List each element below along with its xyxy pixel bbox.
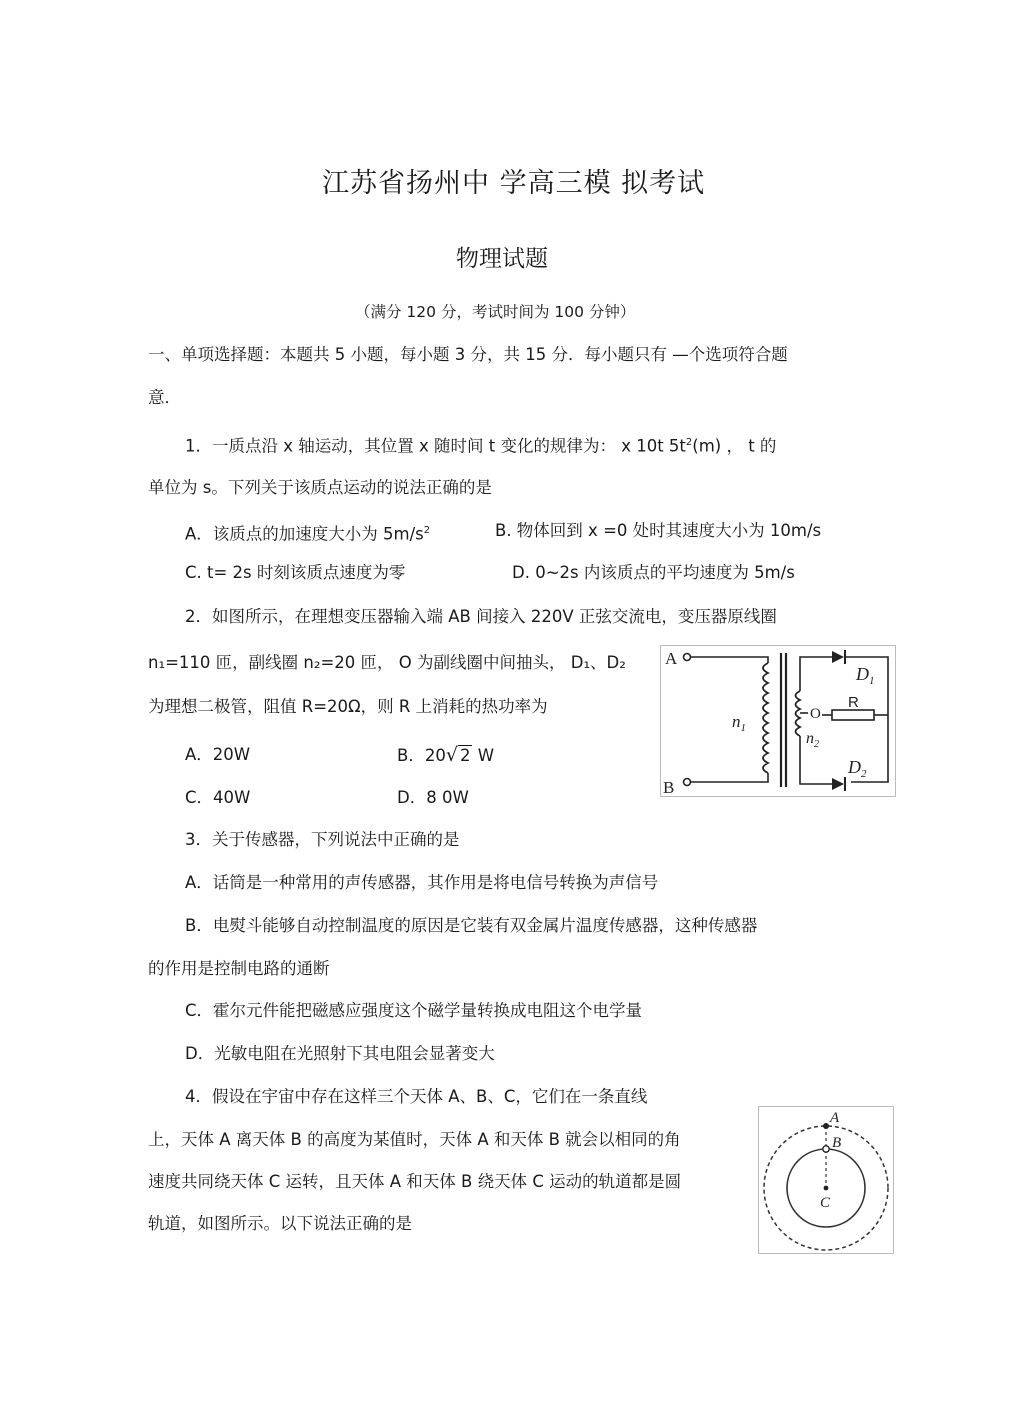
label-a: A (665, 649, 678, 668)
q1-option-b: B. 物体回到 x =0 处时其速度大小为 10m/s (495, 521, 822, 540)
q2-stem-cont2: 为理想二极管，阻值 R=20Ω，则 R 上消耗的热功率为 (148, 697, 548, 716)
q1-option-a-text: A．该质点的加速度大小为 5m/s (185, 524, 424, 544)
primary-coil (763, 663, 768, 773)
label-n1-main: n (732, 712, 741, 731)
exam-note: （满分 120 分，考试时间为 100 分钟） (355, 303, 636, 321)
orbit-diagram (758, 1106, 894, 1254)
label-body-c: C (820, 1195, 831, 1211)
q3-option-b: B．电熨斗能够自动控制温度的原因是它装有双金属片温度传感器，这种传感器 (185, 916, 758, 935)
q1-stem (185, 433, 776, 457)
label-d1-sub: 1 (869, 675, 875, 687)
body-a (823, 1123, 829, 1129)
terminal-a (684, 654, 691, 661)
q1-option-a (185, 521, 430, 545)
q1-stem-cont: 单位为 s。下列关于该质点运动的说法正确的是 (148, 478, 492, 497)
q1-option-c: C. t= 2s 时刻该质点速度为零 (185, 563, 406, 582)
q2-option-d: D．8 0W (397, 788, 469, 807)
q2-option-b-num: B．20 (397, 746, 446, 765)
q4-stem: 4．假设在宇宙中存在这样三个天体 A、B、C，它们在一条直线 (185, 1087, 648, 1106)
q2-option-b-unit: W (477, 746, 495, 765)
label-n2-sub: 2 (814, 739, 819, 750)
label-b: B (663, 778, 675, 797)
section-heading: 一、单项选择题：本题共 5 小题，每小题 3 分，共 15 分．每小题只有 —个选项符合题 (148, 345, 788, 364)
label-d2 (847, 757, 867, 780)
diode-d1 (832, 651, 844, 663)
q1-stem-b: (m) ， t 的 (692, 436, 777, 456)
label-r: R (848, 694, 859, 711)
label-d2-sub: 2 (861, 768, 867, 780)
q1-option-a-sup: 2 (423, 525, 431, 536)
label-n2 (806, 730, 819, 750)
q4-stem-cont2: 速度共同绕天体 C 运转，且天体 A 和天体 B 绕天体 C 运动的轨道都是圆 (148, 1172, 682, 1191)
label-body-a: A (830, 1110, 840, 1126)
page-title: 江苏省扬州中 学高三模 拟考试 (322, 168, 706, 199)
body-c (824, 1186, 829, 1191)
q1-stem-a: 1．一质点沿 x 轴运动，其位置 x 随时间 t 变化的规律为： x 10t 5t (185, 436, 686, 456)
q3-option-d: D．光敏电阻在光照射下其电阻会显著变大 (185, 1044, 495, 1063)
sqrt-icon: √ (445, 744, 458, 766)
secondary-coil (796, 691, 801, 736)
q1-stem-sup: 2 (685, 437, 693, 448)
label-body-b: B (832, 1135, 842, 1151)
q3-option-a: A．话筒是一种常用的声传感器，其作用是将电信号转换为声信号 (185, 873, 659, 892)
body-b (823, 1146, 829, 1152)
q4-stem-cont3: 轨道，如图所示。以下说法正确的是 (148, 1214, 412, 1233)
terminal-b (684, 779, 691, 786)
q3-stem: 3．关于传感器，下列说法中正确的是 (185, 830, 460, 849)
label-d1-main: D (856, 664, 869, 684)
diode-d2 (832, 778, 844, 790)
q3-option-c: C．霍尔元件能把磁感应强度这个磁学量转换成电阻这个电学量 (185, 1001, 643, 1020)
q2-stem: 2．如图所示，在理想变压器输入端 AB 间接入 220V 正弦交流电，变压器原线圈 (185, 607, 777, 626)
label-d1 (855, 664, 875, 687)
q1-option-d: D. 0~2s 内该质点的平均速度为 5m/s (512, 563, 795, 582)
label-o: O (810, 706, 821, 722)
page-subtitle: 物理试题 (456, 246, 548, 272)
q2-option-b (397, 745, 494, 766)
section-heading-cont: 意． (148, 388, 181, 407)
label-n1 (732, 712, 746, 734)
label-n2-main: n (806, 730, 814, 747)
q2-option-a: A．20W (185, 745, 251, 764)
q2-option-c: C．40W (185, 788, 251, 807)
q2-stem-cont1: n₁=110 匝，副线圈 n₂=20 匝， O 为副线圈中间抽头， D₁、D₂ (148, 653, 626, 672)
q4-stem-cont1: 上，天体 A 离天体 B 的高度为某值时，天体 A 和天体 B 就会以相同的角 (148, 1130, 681, 1149)
resistor-r (832, 710, 874, 720)
q2-option-b-radicand: 2 (459, 746, 471, 765)
label-d2-main: D (848, 757, 861, 777)
q3-option-b-cont: 的作用是控制电路的通断 (148, 959, 330, 978)
transformer-circuit-diagram (660, 645, 896, 797)
label-n1-sub: 1 (740, 722, 746, 734)
